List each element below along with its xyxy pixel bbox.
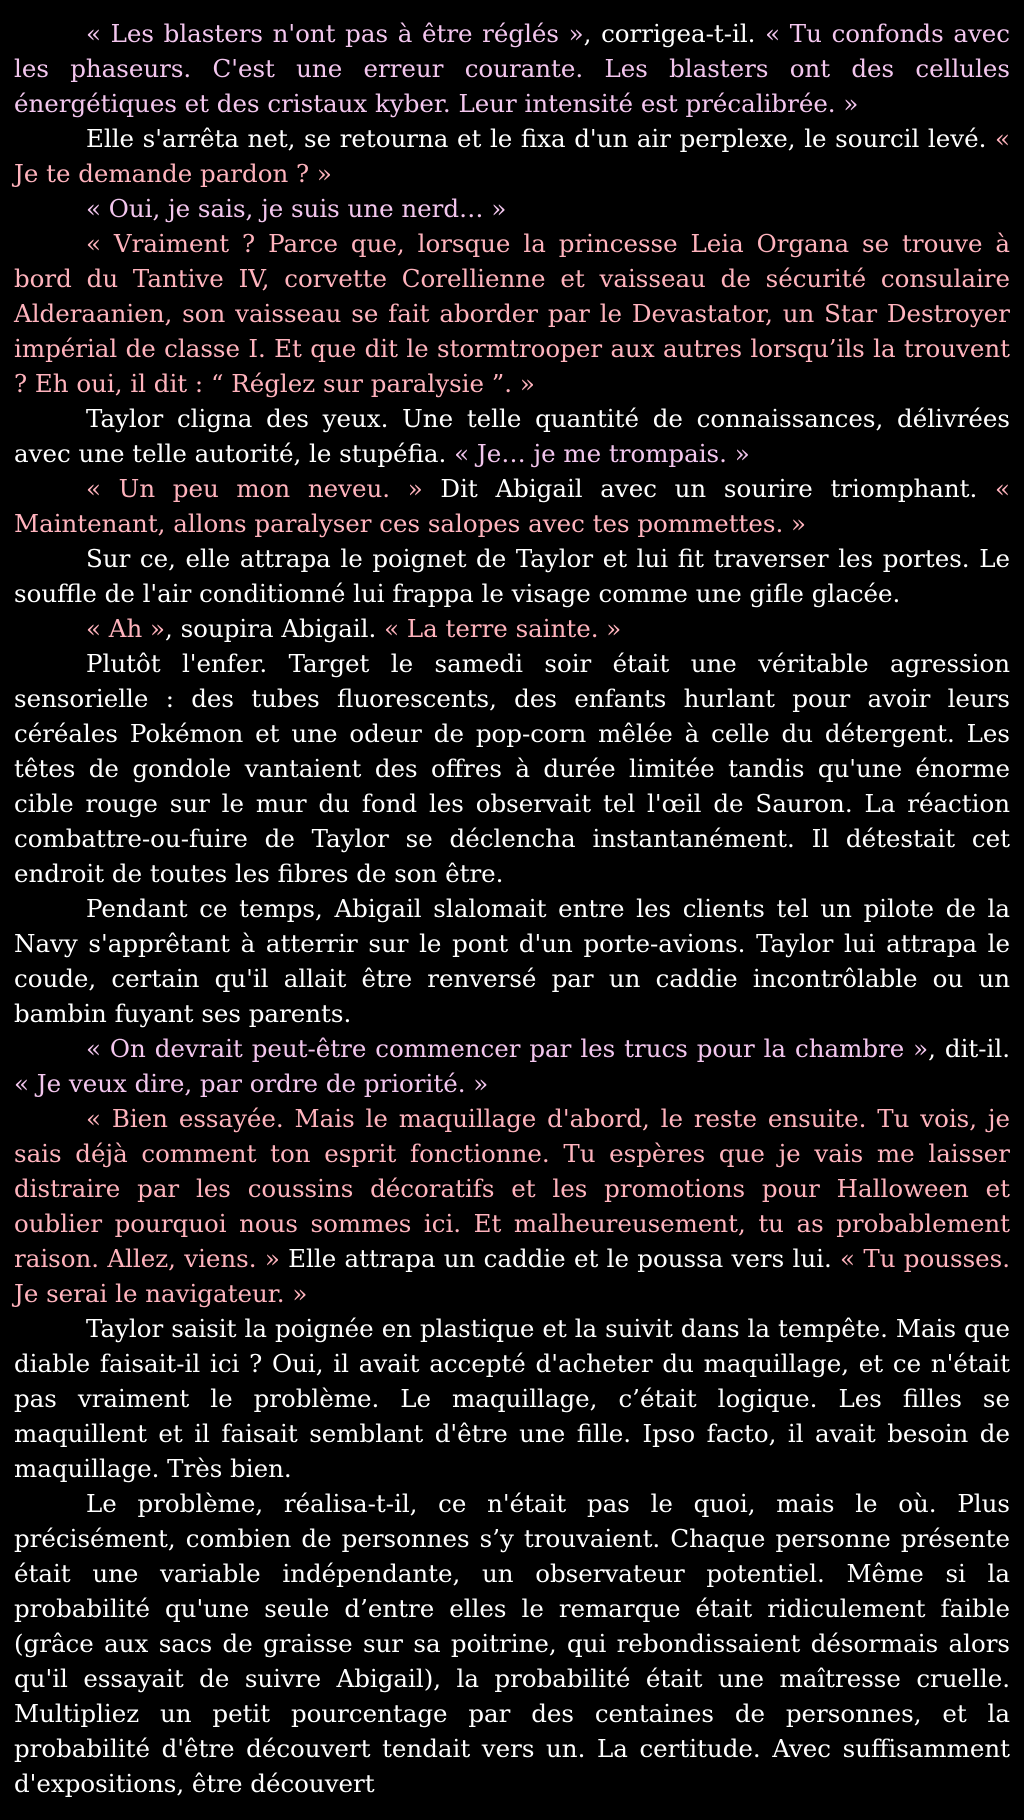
dialogue-taylor: « Oui, je sais, je suis une nerd… » xyxy=(86,194,507,223)
dialogue-abigail: « Un peu mon neveu. » xyxy=(86,474,423,503)
paragraph-6 xyxy=(14,471,1010,541)
paragraph-12 xyxy=(14,1101,1010,1311)
narration: Elle s'arrêta net, se retourna et le fixa d'un air perplexe, le sourcil levé. xyxy=(86,124,995,153)
dialogue-abigail: « Ah » xyxy=(86,614,166,643)
paragraph-9 xyxy=(14,646,1010,891)
narration: , dit-il. xyxy=(928,1034,1010,1063)
dialogue-abigail: « Bien essayée. Mais le maquillage d'abord, le reste ensuite. Tu vois, je sais déjà comment ton esprit fonctionne. Tu espères que je vais me laisser distraire par les coussins décoratifs et les promotions pour Halloween et oublier pourquoi nous sommes ici. Et malheureusement, tu as probablement raison. Allez, viens. » xyxy=(14,1104,1010,1273)
narration: , corrigea-t-il. xyxy=(583,19,766,48)
dialogue-abigail: « Tu pousses. Je serai le navigateur. » xyxy=(14,1244,1011,1308)
narration: Taylor cligna des yeux. Une telle quantité de connaissances, délivrées avec une telle autorité, le stupéfia. xyxy=(14,404,1010,468)
dialogue-taylor: « Je… je me trompais. » xyxy=(454,439,750,468)
paragraph-10 xyxy=(14,891,1010,1031)
dialogue-abigail: « Vraiment ? Parce que, lorsque la princesse Leia Organa se trouve à bord du Tantive IV, corvette Corellienne et vaisseau de sécurité consulaire Alderaanien, son vaisseau se fait aborder par le Devastator, un Star Destroyer impérial de classe I. Et que dit le stormtrooper aux autres lorsqu’ils la trouvent ? Eh oui, il dit : “ Réglez sur paralysie ”. » xyxy=(14,229,1010,398)
paragraph-11 xyxy=(14,1031,1010,1101)
paragraph-13 xyxy=(14,1311,1010,1486)
dialogue-abigail: « La terre sainte. » xyxy=(384,614,622,643)
narration: Sur ce, elle attrapa le poignet de Taylor et lui fit traverser les portes. Le souffle de l'air conditionné lui frappa le visage comme une gifle glacée. xyxy=(14,544,1010,608)
paragraph-4 xyxy=(14,226,1010,401)
document-text xyxy=(14,16,1010,1801)
dialogue-taylor: « On devrait peut-être commencer par les trucs pour la chambre » xyxy=(86,1034,929,1063)
paragraph-14 xyxy=(14,1486,1010,1801)
narration: Pendant ce temps, Abigail slalomait entre les clients tel un pilote de la Navy s'apprêtant à atterrir sur le pont d'un porte-avions. Taylor lui attrapa le coude, certain qu'il allait être renversé par un caddie incontrôlable ou un bambin fuyant ses parents. xyxy=(14,894,1010,1028)
paragraph-8 xyxy=(14,611,1010,646)
paragraph-7 xyxy=(14,541,1010,611)
dialogue-taylor: « Tu confonds avec les phaseurs. C'est une erreur courante. Les blasters ont des cellules énergétiques et des cristaux kyber. Leur intensité est précalibrée. » xyxy=(14,19,1011,118)
narration: Taylor saisit la poignée en plastique et la suivit dans la tempête. Mais que diable faisait-il ici ? Oui, il avait accepté d'acheter du maquillage, et ce n'était pas vraiment le problème. Le maquillage, c’était logique. Les filles se maquillent et il faisait semblant d'être une fille. Ipso facto, il avait besoin de maquillage. Très bien. xyxy=(14,1314,1010,1483)
narration: Dit Abigail avec un sourire triomphant. xyxy=(422,474,995,503)
dialogue-abigail: « Maintenant, allons paralyser ces salopes avec tes pommettes. » xyxy=(14,474,1010,538)
paragraph-3 xyxy=(14,191,1010,226)
narration: Le problème, réalisa-t-il, ce n'était pas le quoi, mais le où. Plus précisément, combien de personnes s’y trouvaient. Chaque personne présente était une variable indépendante, un observateur potentiel. Même si la probabilité qu'une seule d’entre elles le remarque était ridiculement faible (grâce aux sacs de graisse sur sa poitrine, qui rebondissaient désormais alors qu'il essayait de suivre Abigail), la probabilité était une maîtresse cruelle. Multipliez un petit pourcentage par des centaines de personnes, et la probabilité d'être découvert tendait vers un. La certitude. Avec suffisamment d'expositions, être découvert xyxy=(14,1489,1010,1798)
narration: , soupira Abigail. xyxy=(165,614,385,643)
dialogue-taylor: « Je veux dire, par ordre de priorité. » xyxy=(14,1069,489,1098)
dialogue-abigail: « Je te demande pardon ? » xyxy=(14,124,1010,188)
paragraph-2 xyxy=(14,121,1010,191)
paragraph-5 xyxy=(14,401,1010,471)
dialogue-taylor: « Les blasters n'ont pas à être réglés » xyxy=(86,19,584,48)
narration: Elle attrapa un caddie et le poussa vers lui. xyxy=(279,1244,841,1273)
narration: Plutôt l'enfer. Target le samedi soir était une véritable agression sensorielle : des tubes fluorescents, des enfants hurlant pour avoir leurs céréales Pokémon et une odeur de pop-corn mêlée à celle du détergent. Les têtes de gondole vantaient des offres à durée limitée tandis qu'une énorme cible rouge sur le mur du fond les observait tel l'œil de Sauron. La réaction combattre-ou-fuire de Taylor se déclencha instantanément. Il détestait cet endroit de toutes les fibres de son être. xyxy=(14,649,1010,888)
paragraph-1 xyxy=(14,16,1010,121)
